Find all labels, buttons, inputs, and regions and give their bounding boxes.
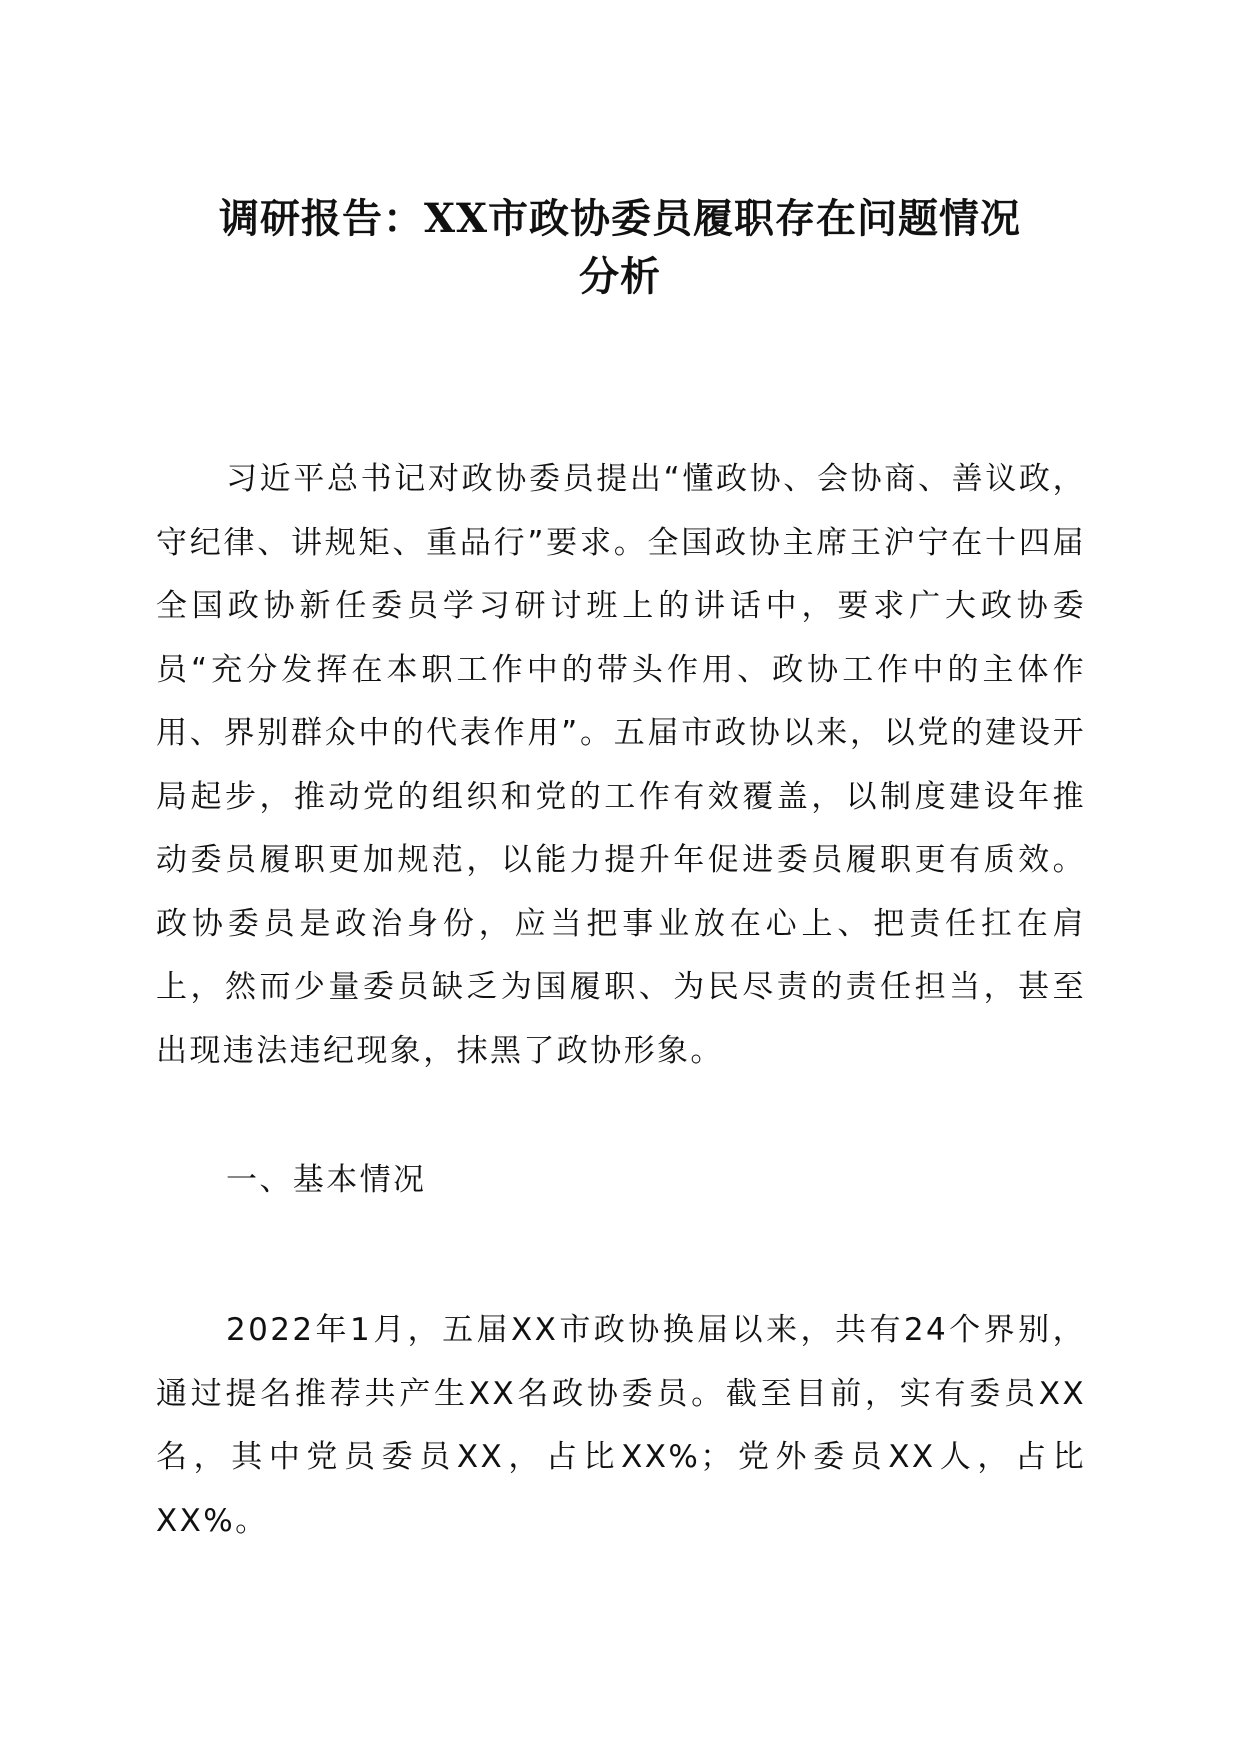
title-line-2: 分析 <box>579 253 661 300</box>
title-line-1: 调研报告：XX市政协委员履职存在问题情况 <box>218 195 1022 242</box>
intro-paragraph: 习近平总书记对政协委员提出“懂政协、会协商、善议政，守纪律、讲规矩、重品行”要求。全国政协主席王沪宁在十四届全国政协新任委员学习研讨班上的讲话中，要求广大政协委员“充分发挥在本职工作中的带头作用、政协工作中的主体作用、界别群众中的代表作用”。五届市政协以来，以党的建设开局起步，推动党的组织和党的工作有效覆盖，以制度建设年推动委员履职更加规范，以能力提升年促进委员履职更有质效。政协委员是政治身份，应当把事业放在心上、把责任扛在肩上，然而少量委员缺乏为国履职、为民尽责的责任担当，甚至出现违法违纪现象，抹黑了政协形象。 <box>156 461 1086 1069</box>
document-title <box>150 190 1090 306</box>
section-heading-basic-situation: 一、基本情况 <box>226 1162 427 1198</box>
basic-info-paragraph: 2022年1月，五届XX市政协换届以来，共有24个界别，通过提名推荐共产生XX名政协委员。截至目前，实有委员XX名，其中党员委员XX，占比XX%；党外委员XX人，占比XX%。 <box>156 1312 1086 1539</box>
